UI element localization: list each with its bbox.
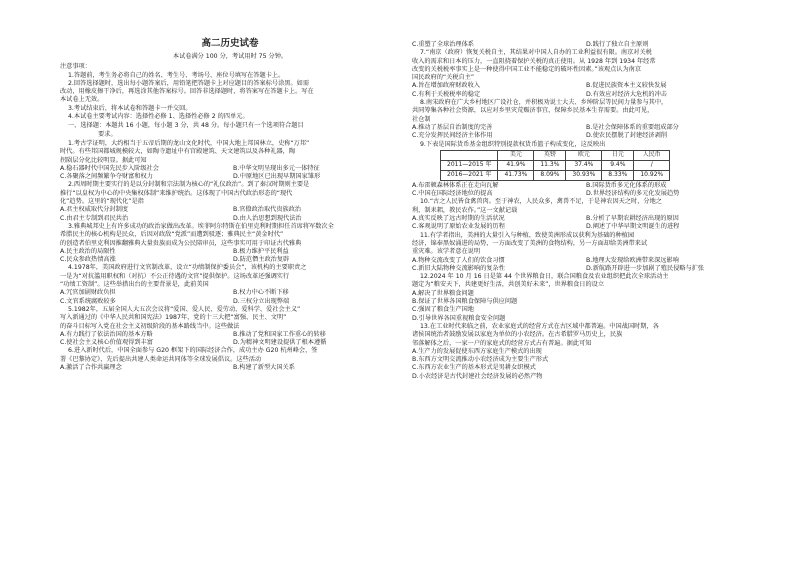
question-options — [412, 215, 754, 232]
option[interactable]: B.地理大发现给欧洲带来深远影响 — [586, 256, 679, 264]
table-cell — [441, 150, 498, 160]
table-cell: 美元 — [498, 150, 534, 160]
question-line: 共同筹集各种社会资源，以应对乡里灾荒赈济事宜，保障乡民基本生存需要。由此可见， — [412, 107, 654, 115]
option[interactable]: B.是社会保障体系的重要组成部分 — [586, 123, 679, 131]
table-row — [441, 170, 670, 180]
table-cell: 2011—2015 年 — [441, 160, 498, 170]
left-column — [60, 0, 400, 372]
table-cell: 人民币 — [634, 150, 670, 160]
note-line: 4.本试卷主要考试内容：选择性必修 1、选择性必修 2 的四单元。 — [68, 113, 249, 121]
question-line: 题定为“粮安天下，共建更好生活，共创美好未来”，世界粮食日的设立 — [412, 281, 605, 289]
table-cell: 41.73% — [498, 170, 534, 180]
question-line: 国民政府的“关税自主” — [412, 74, 475, 82]
option[interactable]: B.构建了新型大国关系 — [233, 363, 295, 371]
option[interactable]: B.国际货币多元化体系的形成 — [586, 181, 667, 189]
question-6 — [60, 347, 400, 372]
question-line: 拐陨层分化比较明显。据此可知 — [60, 156, 147, 164]
option[interactable]: C.充分发挥民间经济主体作用 — [412, 132, 493, 140]
question-line: 的奋斗目标写入党在社会主义初级阶段的基本路线当中。这些做法 — [60, 322, 240, 330]
question-line: 8.南宋政府在广大乡村地区广设社仓，并积极劝说士大夫、乡绅阶层等民间力量参与其中， — [420, 99, 668, 107]
option[interactable]: B.官僚政治取代贵族政治 — [233, 206, 302, 214]
question-line: 推行“以皇权为中心的中央集权体制”来维护统治。这体现了中国古代政治形态的“现代 — [60, 189, 293, 197]
section-line: 要求。 — [98, 130, 117, 138]
option[interactable]: D.使农民摆脱了封建经济剥削 — [586, 132, 667, 140]
note-line: 3.考试结束后，将本试卷和答题卡一并交回。 — [68, 104, 192, 112]
question-line: 的创造者伯里克利因推翻雅典大量贵族而成为公民陪审员，这些事实可用于印证古代雅典 — [60, 239, 302, 247]
option[interactable]: C.重塑了全球治理体系 — [412, 41, 474, 48]
question-5 — [60, 306, 400, 347]
question-13 — [412, 323, 754, 381]
table-cell: 9.4% — [602, 160, 634, 170]
question-line: 利，制耒耜，教民农作。”这一文献记载 — [412, 206, 518, 214]
option[interactable]: C.客观说明了原始农业发展的历程 — [412, 223, 505, 231]
question-line: 3.雅典城邦史上有许多成功的政治家做出改革。埃菲阿尔特斯在伯里克利时期担任首席将军数次全 — [68, 222, 334, 230]
table-cell: 37.4% — [566, 160, 602, 170]
question-1 — [60, 140, 400, 181]
option[interactable]: A.物种交流改变了人们的饮食习惯 — [412, 256, 505, 264]
question-line: 13.在工业时代来临之前，农业家庭式的经营方式在古区域中都普遍。中国战国时期，各 — [420, 322, 659, 330]
option[interactable]: B.保证了世界各国粮食保障与供应问题 — [412, 298, 518, 306]
question-line: 时代。有些邦国都城规模较大，如陶寺遗址中有宫殿建筑、天文建筑以及各种礼器，陶 — [60, 148, 296, 156]
question-options — [60, 364, 400, 372]
question-line: 希腊民主的核心机构是民众，后因对政敌“党派”而遭到驳逐；雅典民主“黄金时代” — [60, 231, 284, 239]
option[interactable]: D.防范僭主政治复辟 — [233, 256, 290, 264]
table-cell: 2016—2021 年 — [441, 170, 498, 180]
note-line: 2.回答选择题时，选出每小题答案后，用铅笔把答题卡上对应题目的答案标号涂黑。如需 — [68, 79, 310, 87]
question-8 — [412, 99, 754, 140]
left-questions — [60, 140, 400, 372]
question-line: 一是为“对抗滥用职权和（对抗）不公正待遇的文官”提供保护。这场改革还强调实行 — [60, 272, 290, 280]
note-line: 本试卷上无效。 — [60, 96, 104, 104]
exam-title: 高二历史试卷 — [201, 38, 259, 49]
option[interactable]: A.稳石器时代中国先民步入阶级社会 — [60, 164, 159, 172]
question-line: 9.下表是国际货币基金组织特别提款权货币篮子构成变化，这反映出 — [420, 140, 606, 148]
table-header-row — [441, 150, 670, 160]
question-line: 4.1978年，美国政府进行文官制改革，设立“功绩制保护委员会”，该机构的主要职责之 — [68, 264, 307, 272]
option[interactable]: D.践行了独立自主原则 — [586, 41, 649, 48]
option[interactable]: D.阐述了中华早期文明诞生的进程 — [586, 223, 680, 231]
question-options — [412, 257, 754, 274]
option[interactable]: C.强固了粮食生产国地 — [412, 306, 474, 314]
option[interactable]: A.生产力的发展促使东西方家庭生产模式的出现 — [412, 347, 542, 355]
option[interactable]: A.布雷顿森林体系正在走向瓦解 — [412, 181, 499, 189]
option[interactable]: D.世界经济结构的多元化发展趋势 — [586, 190, 680, 198]
question-4 — [60, 264, 400, 305]
table-cell: 30.93% — [566, 170, 602, 180]
note-line: 1.答题前，考生务必将自己的姓名、考生号、考场号、座位号填写在答题卡上。 — [68, 71, 285, 79]
option[interactable]: D.小农经济是古代封建社会经济发展的必然产物 — [412, 372, 543, 380]
question-line: 署《巴黎协定》，先后提出共建人类命运共同体等全球发展倡议。这些活动 — [60, 355, 262, 363]
question-line: “功绩工资制”。这些举措出台的主要背景是，此前美国 — [60, 281, 209, 289]
option[interactable]: C.新旧大陆物种交流影响的复杂性 — [412, 264, 505, 272]
question-options — [412, 182, 754, 199]
exam-subtitle: 本试卷满分 100 分，考试用时 75 分钟。 — [172, 53, 288, 60]
option[interactable]: D.有效应对经济大危机的冲击 — [586, 90, 667, 98]
option[interactable]: B.极力维护平民利益 — [233, 247, 289, 255]
question-2 — [60, 181, 400, 222]
option[interactable]: A.真实反映了远古时期的生活状况 — [412, 215, 505, 223]
option[interactable]: A.民主政治的局限性 — [60, 247, 116, 255]
option[interactable]: B.权力中心不断下移 — [233, 289, 289, 297]
table-cell: / — [634, 160, 670, 170]
option[interactable]: C.使社会主义核心价值观得到丰富 — [60, 339, 153, 347]
question-options — [412, 82, 754, 99]
option[interactable]: B.东西方文明交流推动小农经济成为主要生产形式 — [412, 356, 549, 364]
option[interactable]: B.中华文明呈现出多元一体特征 — [233, 164, 320, 172]
question-options — [60, 248, 400, 265]
option[interactable]: C.民众参政热情高涨 — [60, 256, 116, 264]
table-cell: 英镑 — [534, 150, 566, 160]
option[interactable]: A.推动了基层自治制度的完善 — [412, 123, 493, 131]
question-options — [412, 348, 754, 381]
question-options — [412, 124, 754, 141]
question-line: 诸侯国统治者鼓励发展以家庭为单位的小农经济。在古希腊罗马历史上，民族 — [412, 331, 623, 339]
table-cell: 11.3% — [534, 160, 566, 170]
section-heading — [60, 122, 400, 139]
option[interactable]: D.新航路开辟进一步加剧了殖民侵略与扩张 — [586, 264, 705, 272]
question-line: 收入的需求和日本的压力，一直阻挠着保护关税的真正使用。从 1928 年到 1934 年经常 — [412, 57, 656, 65]
notes-heading: 注意事项： — [60, 63, 91, 71]
question-line: 写入新通过的《中华人民共和国宪法》1987年，党的十三大把“富强、民主、文明” — [60, 314, 287, 322]
question-options — [60, 289, 400, 306]
option[interactable]: A.解决了世界粮食问题 — [412, 289, 474, 297]
option[interactable]: A.冗官加剧财政负担 — [60, 289, 116, 297]
question-line: 经济，锦奉黑奴涌进的局势，一方面改变了美洲的食物结构，另一方面却给美洲带来试 — [412, 239, 648, 247]
right-questions — [412, 49, 754, 140]
question-line: 11.有学者指出，美洲的大量引入与种植，致使美洲形成以获利为基础的种植园 — [420, 231, 635, 239]
question-line: 邻落解体之后，一家一户的家庭式的经营方式占有普遍。据此可知 — [412, 339, 592, 347]
right-questions-continued — [412, 198, 754, 381]
option[interactable]: D.引导世界各国重视粮食安全问题 — [412, 314, 506, 322]
table-cell: 欧元 — [566, 150, 602, 160]
question-3 — [60, 223, 400, 264]
option[interactable]: B.推动了党和国家工作重心的转移 — [233, 330, 326, 338]
question-12 — [412, 273, 754, 323]
question-line: 改变的关税税率事实上是一种使得中国工业不能稳定的破坏性因素。”该观点认为南京 — [412, 65, 642, 73]
option[interactable]: D.中原地区已出现早期国家雏形 — [233, 173, 321, 181]
question-options — [60, 331, 400, 348]
option[interactable]: C.各聚落之间频繁争夺财富和权力 — [60, 173, 153, 181]
option[interactable]: C.文官系统腐败较多 — [60, 297, 116, 305]
question-10 — [412, 198, 754, 231]
question-line: 化”趋势。这里的“现代化”是指 — [60, 198, 144, 206]
question-line: 12.2024 年 10 月 16 日是第 44 个世界粮食日，联合国粮食及农业组织把此次全球活动主 — [420, 273, 669, 281]
option[interactable]: C.有利于关税税率的稳定 — [412, 90, 481, 98]
option[interactable]: C.中国在国际经济地位的提高 — [412, 190, 493, 198]
option[interactable]: D.为精神文明建设提供了根本遵循 — [233, 339, 327, 347]
option[interactable]: C.由君主专制到君民共治 — [60, 214, 129, 222]
option[interactable]: D.三权分立出现弊端 — [233, 297, 290, 305]
table-cell: 10.92% — [634, 170, 670, 180]
question-line: 6.进入新时代后，中国全面参与 G20 框架下的国际经济合作，成功主办 G20 杭州峰会，签 — [68, 347, 318, 355]
notes — [60, 63, 400, 121]
option[interactable]: A.君主权威取代分封制度 — [60, 206, 128, 214]
question-line: 2.西周时期主要实行的是以分封制和宗法制为核心的“礼仪政治”。到了秦汉时期则主要是 — [68, 181, 310, 189]
table-cell: 日元 — [602, 150, 634, 160]
question-line: 10.“古之人民皆食禽兽肉。至于神农，人民众多，禽兽不足，于是神农因天之时，分地之 — [420, 198, 662, 206]
question-options — [412, 290, 754, 323]
option[interactable]: C.东西方农业生产的基本形式是男耕女织模式 — [412, 364, 536, 372]
question-line: 1.考古学证明，大约相当于五帝后期的龙山文化时代，中国大地上邦国林立，史称“万邦” — [68, 139, 310, 147]
section-line: 一、选择题：本题共 16 小题，每小题 3 分，共 48 分。每小题只有一个选项符合题目 — [68, 122, 304, 130]
option[interactable]: D.由人治思想到现代法治 — [233, 214, 302, 222]
question-line: 重灾难。该学者意在说明 — [412, 248, 481, 256]
table-cell: 8.09% — [534, 170, 566, 180]
sdr-table — [440, 150, 670, 181]
question-11 — [412, 232, 754, 273]
option[interactable]: A.有力践行了依法治国的基本方略 — [60, 330, 153, 338]
question-line: 7.“南京（政府）恢复关税自主，其结果对中国人自办的工业利益很有限。南京对关税 — [420, 49, 652, 57]
question-options — [60, 165, 400, 182]
question-9 — [412, 141, 754, 199]
question-line: 社仓制 — [412, 115, 431, 123]
option[interactable]: A.激活了合作共赢理念 — [60, 363, 122, 371]
table-row — [441, 160, 670, 170]
table-cell: 8.33% — [602, 170, 634, 180]
note-line: 改动，用橡皮擦干净后，再选涂其他答案标号。回答非选择题时，将答案写在答题卡上。写在 — [60, 88, 314, 96]
right-column — [412, 0, 754, 381]
option[interactable]: B.促进民族资本主义较快发展 — [586, 82, 667, 90]
option[interactable]: A.旨在增加政府财政收入 — [412, 82, 480, 90]
question-7 — [412, 49, 754, 99]
question-options — [60, 206, 400, 223]
option[interactable]: B.分析了早期农耕经济出现的原因 — [586, 215, 679, 223]
table-cell: 41.9% — [498, 160, 534, 170]
question-line: 5.1982年，五届全国人大五次会议将“爱国、爱人民、爱劳动、爱科学、爱社会主义” — [68, 305, 301, 313]
